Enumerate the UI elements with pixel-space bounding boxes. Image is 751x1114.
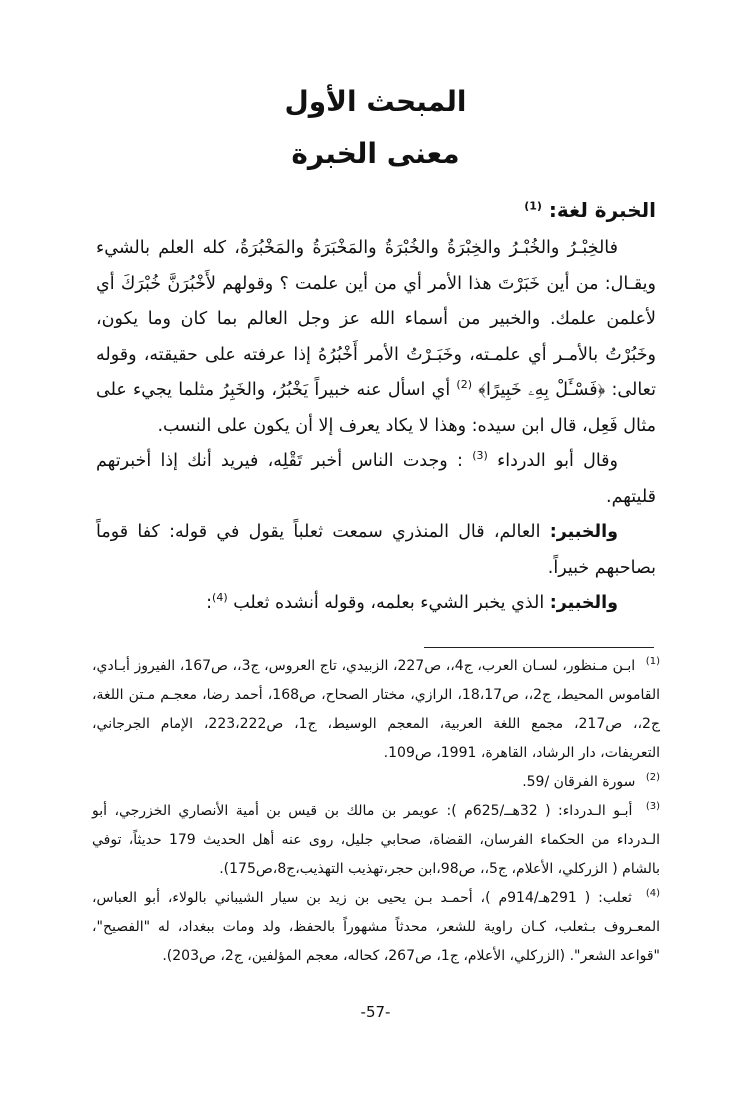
footnote-number: (4)	[645, 888, 661, 900]
footnote-text: سورة الفرقان /59.	[522, 774, 636, 790]
footnote-2	[92, 768, 660, 797]
paragraph-khabir-2-text: الذي يخبر الشيء بعلمه، وقوله أنشده ثعلب	[233, 593, 545, 613]
footnote-1	[92, 652, 660, 768]
chapter-subtitle: معنى الخبرة	[291, 137, 460, 170]
main-text	[96, 195, 656, 622]
paragraph-khabir-2	[96, 586, 656, 622]
page-number: -57-	[360, 1003, 391, 1021]
paragraph-khabir-1	[96, 515, 656, 586]
footnote-text: ابـن مـنظور، لسـان العرب، ج4،، ص227، الزبيدي، تاج العروس، ج3،، ص167، الفيروز أبـادي، القاموس المحيط، ج2،، ص18،17، الرازي، مختار الصحاح، ص168، أحمد رضا، معجـم مـتن اللغة، ج2،، ص217، مجمع اللغة العربية، المعجم الوسيط، ج1، ص223،222، الإمام الجرجاني، التعريفات، دار الرشاد، القاهرة، 1991، ص109.	[92, 658, 660, 761]
section-heading	[96, 195, 656, 225]
footnote-number: (2)	[645, 772, 660, 784]
keyword-khabir: والخبير:	[549, 522, 618, 542]
section-heading-text: الخبرة لغة:	[548, 198, 656, 222]
paragraph-khabir-2-end: :	[206, 593, 213, 613]
paragraph-khabir-1-text: العالم، قال المنذري سمعت ثعلباً يقول في قوله: كفا قوماً بصاحبهم خبيراً.	[96, 522, 656, 578]
footnote-ref-3[interactable]: (3)	[472, 449, 488, 463]
paragraph-definition	[96, 231, 656, 444]
footnote-number: (1)	[645, 656, 660, 668]
footnote-4	[92, 884, 660, 971]
paragraph-abu-darda	[96, 444, 656, 515]
footnote-number: (3)	[645, 801, 661, 813]
footnote-3	[92, 797, 660, 884]
paragraph-abu-darda-rest: : وجدت الناس أخبر تَقْلِه، فيريد أنك إذا أخبرتهم قليتهم.	[96, 451, 656, 507]
paragraph-abu-darda-text: وقال أبو الدرداء	[497, 451, 618, 471]
footnote-divider	[424, 647, 654, 648]
footnote-text: ثعلب: ( 291هـ/914م )، أحمـد بـن يحيى بن زيد بن سيار الشيباني بالولاء، أبو العباس، المعـروف بـثعلب، كـان راوية للشعر، محدثاً مشهوراً بالحفظ، ولد ومات ببغداد، له "الفصيح"، "قواعد الشعر". (الزركلي، الأعلام، ج1، ص267، كحاله، معجم المؤلفين، ج2، ص203).	[92, 890, 660, 964]
footnote-ref-4[interactable]: (4)	[212, 591, 228, 605]
paragraph-definition-rest: أي اسأل عنه خبيراً يَخْبُرُ، والخَبِرُ مثلما يجيء على مثال فَعِل، قال ابن سيده: وهذا لا يكاد يعرف إلا أن يكون على النسب.	[96, 380, 656, 436]
keyword-khabir: والخبير:	[549, 593, 618, 613]
footnote-ref-1[interactable]: (1)	[524, 199, 542, 213]
footnote-text: أبـو الـدرداء: ( 32هــ/625م ): عويمر بن مالك بن قيس بن أمية الأنصاري الخزرجي، أبو الـدرداء من الحكماء الفرسان، القضاة، صحابي جليل، روى عنه أهل الحديث 179 حديثاً، توفي بالشام ( الزركلي، الأعلام، ج5،، ص98،ابن حجر،تهذيب التهذيب،ج8،ص175).	[92, 803, 660, 877]
footnotes-section	[92, 652, 660, 971]
paragraph-definition-text: فالخِبْـرُ والخُبْـرُ والخِبْرَةُ والخُبْرَةُ والمَخْبَرَةُ والمَخْبُرَةُ، كله العلم بالشيء ويقـال: من أين خَبَرْتَ هذا الأمر أي من أين علمت ؟ وقولهم لأَخْبُرَنَّ خُبْرَكَ أي لأعلمن علمك. والخبير من أسماء الله عز وجل العالم بما كان وما يكون، وخَبُرْتُ بالأمـر أي علمـته، وخَبَـرْتُ الأمر أَخْبُرُهُ إذا عرفته على حقيقته، وقوله تعالى: ﴿فَسْـَٔلْ بِهِۦ خَبِيرًا﴾	[96, 238, 656, 400]
footnote-ref-2[interactable]: (2)	[456, 378, 472, 392]
chapter-title: المبحث الأول	[284, 85, 467, 118]
